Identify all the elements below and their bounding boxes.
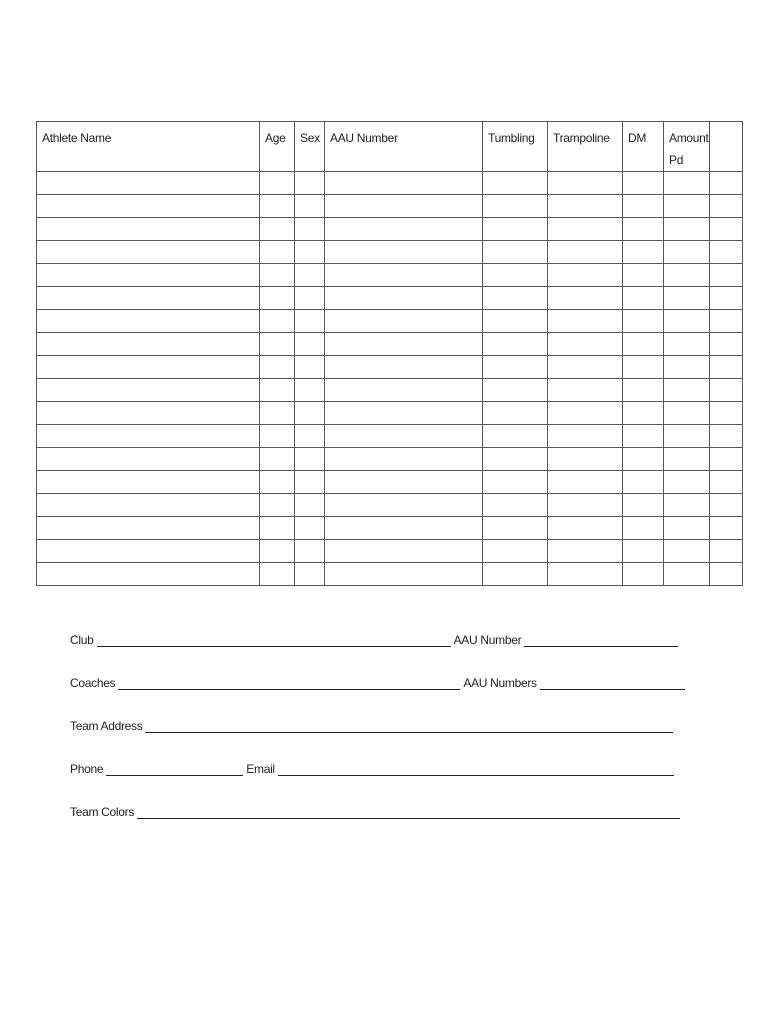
table-cell[interactable]	[548, 310, 623, 333]
table-cell[interactable]	[548, 425, 623, 448]
table-cell[interactable]	[325, 264, 483, 287]
table-cell[interactable]	[623, 310, 664, 333]
table-cell[interactable]	[710, 563, 743, 586]
table-cell[interactable]	[483, 563, 548, 586]
table-cell[interactable]	[710, 310, 743, 333]
table-cell[interactable]	[295, 310, 325, 333]
table-cell[interactable]	[260, 425, 295, 448]
table-cell[interactable]	[325, 287, 483, 310]
table-cell[interactable]	[548, 241, 623, 264]
phone-field[interactable]	[106, 761, 243, 776]
table-row	[37, 563, 743, 586]
table-row	[37, 517, 743, 540]
table-cell[interactable]	[295, 356, 325, 379]
table-cell[interactable]	[260, 287, 295, 310]
table-cell[interactable]	[260, 517, 295, 540]
table-cell[interactable]	[325, 195, 483, 218]
coaches-label: Coaches	[70, 676, 116, 690]
table-row	[37, 333, 743, 356]
phone-email-line	[70, 761, 670, 781]
email-field[interactable]	[278, 761, 674, 776]
table-cell[interactable]	[664, 195, 710, 218]
table-cell[interactable]	[295, 471, 325, 494]
club-label: Club	[70, 633, 94, 647]
table-cell[interactable]	[260, 563, 295, 586]
table-cell[interactable]	[623, 356, 664, 379]
table-cell[interactable]	[483, 448, 548, 471]
table-cell[interactable]	[37, 356, 260, 379]
table-cell[interactable]	[664, 448, 710, 471]
table-cell[interactable]	[710, 379, 743, 402]
header-amount-pd	[664, 122, 710, 172]
club-aau-number-label: AAU Number	[453, 633, 522, 647]
table-cell[interactable]	[295, 264, 325, 287]
table-cell[interactable]	[483, 172, 548, 195]
table-cell[interactable]	[37, 333, 260, 356]
table-cell[interactable]	[710, 241, 743, 264]
table-cell[interactable]	[325, 172, 483, 195]
table-cell[interactable]	[295, 425, 325, 448]
table-cell[interactable]	[664, 356, 710, 379]
table-cell[interactable]	[295, 241, 325, 264]
table-cell[interactable]	[37, 494, 260, 517]
table-cell[interactable]	[325, 218, 483, 241]
table-cell[interactable]	[548, 172, 623, 195]
table-cell[interactable]	[710, 517, 743, 540]
table-cell[interactable]	[295, 379, 325, 402]
table-cell[interactable]	[623, 425, 664, 448]
table-cell[interactable]	[623, 287, 664, 310]
table-cell[interactable]	[623, 402, 664, 425]
table-cell[interactable]	[325, 310, 483, 333]
table-cell[interactable]	[325, 494, 483, 517]
table-cell[interactable]	[623, 471, 664, 494]
table-cell[interactable]	[325, 333, 483, 356]
table-cell[interactable]	[623, 218, 664, 241]
email-label: Email	[246, 762, 275, 776]
table-cell[interactable]	[325, 471, 483, 494]
table-cell[interactable]	[295, 563, 325, 586]
table-cell[interactable]	[295, 448, 325, 471]
table-row	[37, 379, 743, 402]
table-cell[interactable]	[260, 241, 295, 264]
coaches-aau-numbers-field[interactable]	[540, 675, 685, 690]
header-tumbling: Tumbling	[483, 122, 548, 172]
table-cell[interactable]	[483, 425, 548, 448]
table-cell[interactable]	[548, 218, 623, 241]
header-age: Age	[260, 122, 295, 172]
table-cell[interactable]	[37, 540, 260, 563]
table-cell[interactable]	[664, 310, 710, 333]
table-cell[interactable]	[710, 195, 743, 218]
header-amount-line1: Amount	[669, 131, 709, 145]
table-cell[interactable]	[548, 379, 623, 402]
table-cell[interactable]	[664, 379, 710, 402]
header-dm: DM	[623, 122, 664, 172]
table-cell[interactable]	[483, 379, 548, 402]
table-cell[interactable]	[295, 540, 325, 563]
table-cell[interactable]	[710, 218, 743, 241]
table-cell[interactable]	[295, 287, 325, 310]
header-trampoline: Trampoline	[548, 122, 623, 172]
header-athlete-name: Athlete Name	[37, 122, 260, 172]
table-cell[interactable]	[483, 287, 548, 310]
table-cell[interactable]	[483, 471, 548, 494]
table-cell[interactable]	[548, 494, 623, 517]
table-cell[interactable]	[548, 195, 623, 218]
table-cell[interactable]	[37, 379, 260, 402]
table-cell[interactable]	[710, 540, 743, 563]
table-cell[interactable]	[483, 356, 548, 379]
table-cell[interactable]	[325, 402, 483, 425]
table-cell[interactable]	[664, 494, 710, 517]
table-cell[interactable]	[325, 379, 483, 402]
table-cell[interactable]	[37, 425, 260, 448]
table-cell[interactable]	[37, 310, 260, 333]
table-cell[interactable]	[483, 402, 548, 425]
table-header-row	[37, 122, 743, 172]
table-row	[37, 425, 743, 448]
table-cell[interactable]	[483, 264, 548, 287]
team-colors-label: Team Colors	[70, 805, 135, 819]
table-cell[interactable]	[548, 333, 623, 356]
table-cell[interactable]	[295, 218, 325, 241]
table-row	[37, 172, 743, 195]
table-cell[interactable]	[623, 563, 664, 586]
table-cell[interactable]	[37, 471, 260, 494]
table-row	[37, 310, 743, 333]
team-address-field[interactable]	[145, 718, 673, 733]
table-cell[interactable]	[664, 563, 710, 586]
table-cell[interactable]	[664, 471, 710, 494]
table-cell[interactable]	[37, 448, 260, 471]
table-row	[37, 264, 743, 287]
table-cell[interactable]	[710, 471, 743, 494]
table-cell[interactable]	[710, 402, 743, 425]
header-amount-line2: Pd	[669, 153, 684, 167]
phone-label: Phone	[70, 762, 104, 776]
table-cell[interactable]	[623, 264, 664, 287]
header-sex: Sex	[295, 122, 325, 172]
table-cell[interactable]	[664, 241, 710, 264]
table-cell[interactable]	[295, 333, 325, 356]
club-aau-number-field[interactable]	[524, 632, 678, 647]
table-cell[interactable]	[623, 494, 664, 517]
table-cell[interactable]	[325, 241, 483, 264]
table-cell[interactable]	[548, 471, 623, 494]
table-row	[37, 402, 743, 425]
table-cell[interactable]	[260, 333, 295, 356]
table-row	[37, 356, 743, 379]
roster-body	[37, 172, 743, 586]
table-cell[interactable]	[295, 195, 325, 218]
table-cell[interactable]	[710, 494, 743, 517]
table-cell[interactable]	[548, 540, 623, 563]
table-cell[interactable]	[325, 540, 483, 563]
table-cell[interactable]	[664, 218, 710, 241]
table-cell[interactable]	[325, 563, 483, 586]
header-aau-number: AAU Number	[325, 122, 483, 172]
table-cell[interactable]	[623, 333, 664, 356]
table-row	[37, 540, 743, 563]
club-field[interactable]	[97, 632, 451, 647]
table-cell[interactable]	[37, 218, 260, 241]
table-cell[interactable]	[37, 563, 260, 586]
table-cell[interactable]	[37, 241, 260, 264]
table-cell[interactable]	[664, 264, 710, 287]
table-cell[interactable]	[623, 241, 664, 264]
table-cell[interactable]	[548, 517, 623, 540]
table-row	[37, 287, 743, 310]
table-cell[interactable]	[623, 195, 664, 218]
table-cell[interactable]	[260, 379, 295, 402]
team-address-label: Team Address	[70, 719, 143, 733]
table-cell[interactable]	[664, 517, 710, 540]
table-row	[37, 218, 743, 241]
team-address-line	[70, 718, 670, 738]
table-cell[interactable]	[664, 172, 710, 195]
table-cell[interactable]	[664, 425, 710, 448]
table-cell[interactable]	[260, 310, 295, 333]
coaches-line	[70, 675, 670, 695]
coaches-field[interactable]	[118, 675, 460, 690]
table-cell[interactable]	[548, 402, 623, 425]
table-cell[interactable]	[260, 448, 295, 471]
table-cell[interactable]	[710, 425, 743, 448]
table-cell[interactable]	[260, 494, 295, 517]
table-cell[interactable]	[483, 241, 548, 264]
table-cell[interactable]	[664, 540, 710, 563]
table-row	[37, 471, 743, 494]
table-cell[interactable]	[483, 333, 548, 356]
table-cell[interactable]	[483, 517, 548, 540]
table-cell[interactable]	[295, 494, 325, 517]
table-cell[interactable]	[483, 218, 548, 241]
table-cell[interactable]	[295, 402, 325, 425]
table-cell[interactable]	[260, 540, 295, 563]
table-cell[interactable]	[260, 195, 295, 218]
table-cell[interactable]	[37, 264, 260, 287]
table-cell[interactable]	[260, 218, 295, 241]
club-line	[70, 632, 670, 652]
table-cell[interactable]	[260, 356, 295, 379]
table-cell[interactable]	[664, 333, 710, 356]
team-colors-field[interactable]	[137, 804, 680, 819]
table-cell[interactable]	[260, 264, 295, 287]
table-cell[interactable]	[548, 356, 623, 379]
table-cell[interactable]	[623, 172, 664, 195]
table-cell[interactable]	[295, 517, 325, 540]
table-cell[interactable]	[710, 356, 743, 379]
table-cell[interactable]	[295, 172, 325, 195]
table-row	[37, 241, 743, 264]
header-extra	[710, 122, 743, 172]
table-cell[interactable]	[710, 172, 743, 195]
table-cell[interactable]	[623, 379, 664, 402]
table-cell[interactable]	[260, 172, 295, 195]
table-row	[37, 494, 743, 517]
table-cell[interactable]	[37, 287, 260, 310]
table-row	[37, 448, 743, 471]
table-cell[interactable]	[37, 172, 260, 195]
table-cell[interactable]	[37, 195, 260, 218]
table-cell[interactable]	[710, 264, 743, 287]
table-row	[37, 195, 743, 218]
table-cell[interactable]	[548, 264, 623, 287]
table-cell[interactable]	[37, 517, 260, 540]
team-info-form	[70, 632, 670, 847]
table-cell[interactable]	[710, 287, 743, 310]
coaches-aau-numbers-label: AAU Numbers	[463, 676, 537, 690]
table-cell[interactable]	[260, 471, 295, 494]
table-cell[interactable]	[710, 448, 743, 471]
table-cell[interactable]	[548, 448, 623, 471]
table-cell[interactable]	[548, 287, 623, 310]
table-cell[interactable]	[325, 425, 483, 448]
table-cell[interactable]	[483, 310, 548, 333]
table-cell[interactable]	[664, 287, 710, 310]
table-cell[interactable]	[623, 448, 664, 471]
table-cell[interactable]	[260, 402, 295, 425]
table-cell[interactable]	[37, 402, 260, 425]
table-cell[interactable]	[623, 540, 664, 563]
table-cell[interactable]	[325, 517, 483, 540]
table-cell[interactable]	[325, 356, 483, 379]
team-colors-line	[70, 804, 670, 824]
table-cell[interactable]	[483, 494, 548, 517]
athlete-roster-table	[36, 121, 743, 586]
table-cell[interactable]	[548, 563, 623, 586]
table-cell[interactable]	[483, 195, 548, 218]
table-cell[interactable]	[483, 540, 548, 563]
table-cell[interactable]	[664, 402, 710, 425]
table-cell[interactable]	[710, 333, 743, 356]
table-cell[interactable]	[325, 448, 483, 471]
table-cell[interactable]	[623, 517, 664, 540]
